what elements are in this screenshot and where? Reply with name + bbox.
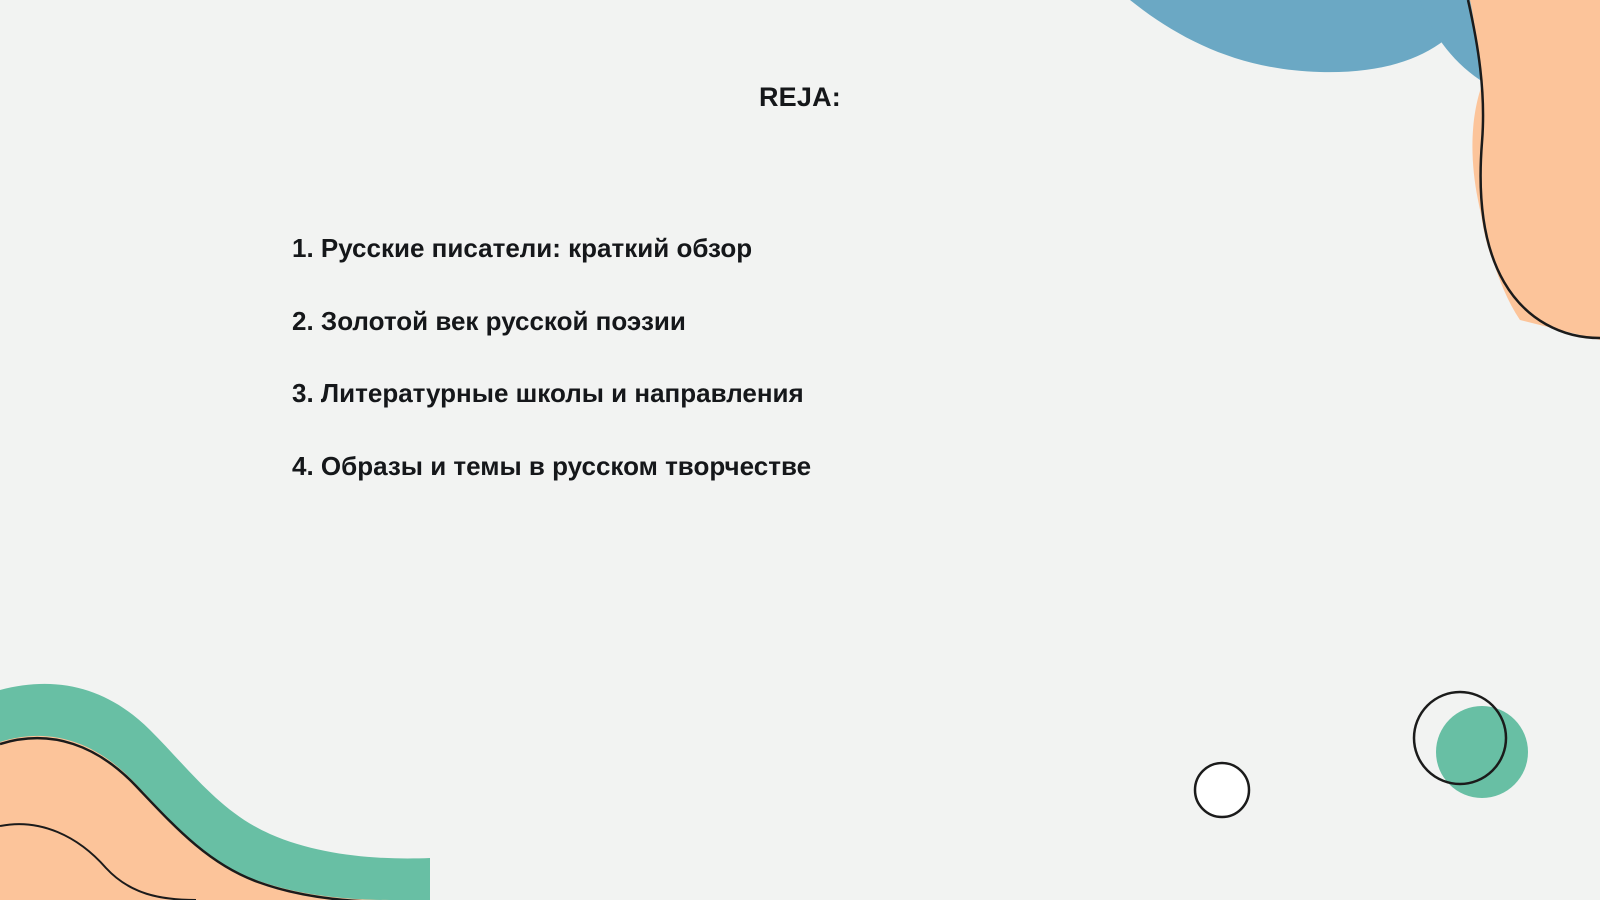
- list-item: 3. Литературные школы и направления: [292, 378, 804, 408]
- list-item: 1. Русские писатели: краткий обзор: [292, 233, 753, 263]
- list-item: 4. Образы и темы в русском творчестве: [292, 450, 812, 481]
- agenda-list: [292, 232, 1292, 482]
- page-title: REJA:: [758, 82, 841, 112]
- list-item: 2. Золотой век русской поэзии: [292, 305, 686, 336]
